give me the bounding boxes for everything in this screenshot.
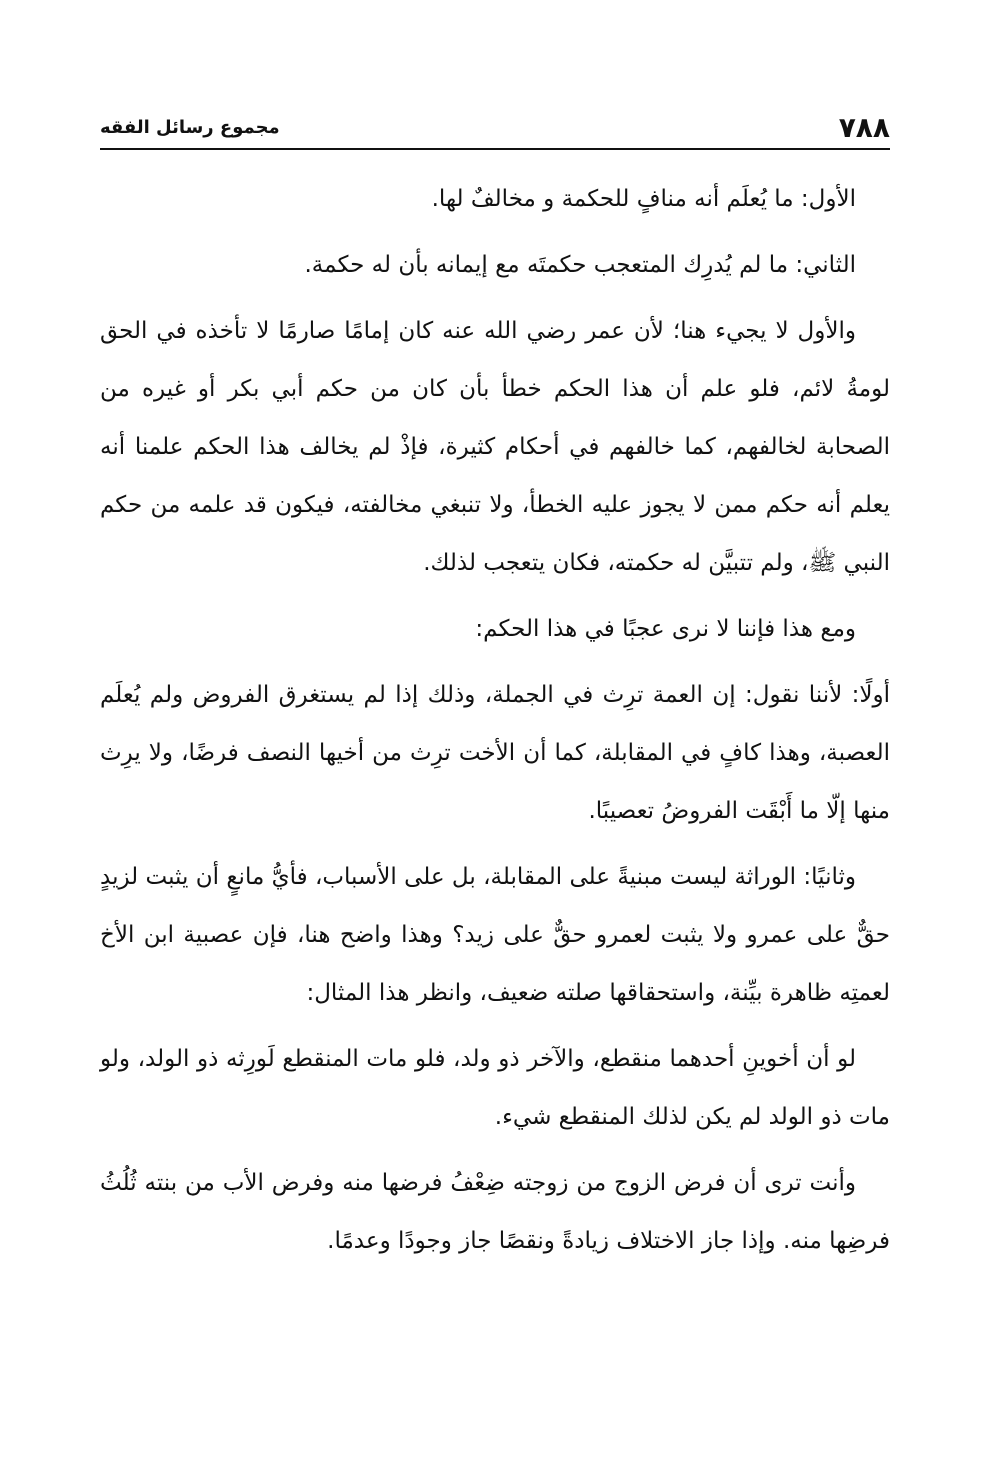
page-number: ٧٨٨ bbox=[838, 111, 890, 144]
header-divider bbox=[100, 148, 890, 150]
paragraph-secondly: وثانيًا: الوراثة ليست مبنيةً على المقابلة، بل على الأسباب، فأيُّ مانعٍ أن يثبت لزيدٍ حقٌّ على عمرو ولا يثبت لعمرو حقٌّ على زيد؟ وهذا واضح هنا، فإن عصبية ابن الأخ لعمتِه ظاهرة بيِّنة، واستحقاقها صلته ضعيف، وانظر هذا المثال: bbox=[100, 864, 890, 1006]
paragraph-spouse-shares: وأنت ترى أن فرض الزوج من زوجته ضِعْفُ فرضها منه وفرض الأب من بنته ثُلُثُ فرضِها منه. وإذا جاز الاختلاف زيادةً ونقصًا جاز وجودًا وعدمًا. bbox=[100, 1170, 890, 1254]
page-body bbox=[100, 170, 890, 1278]
running-title: مجموع رسائل الفقه bbox=[100, 117, 280, 138]
paragraph-second-type: الثاني: ما لم يُدرِك المتعجب حكمتَه مع إيمانه بأن له حكمة. bbox=[304, 252, 856, 278]
paragraph-firstly: أولًا: لأننا نقول: إن العمة ترِث في الجملة، وذلك إذا لم يستغرق الفروض ولم يُعلَم العصبة، وهذا كافٍ في المقابلة، كما أن الأخت ترِث من أخيها النصف فرضًا، ولا يرِث منها إلّا ما أَبْقَت الفروضُ تعصيبًا. bbox=[100, 682, 890, 824]
page-header bbox=[100, 110, 890, 150]
paragraph-first-type: الأول: ما يُعلَم أنه منافٍ للحكمة و مخالفٌ لها. bbox=[431, 186, 856, 212]
paragraph-no-wonder: ومع هذا فإننا لا نرى عجبًا في هذا الحكم: bbox=[475, 616, 856, 642]
paragraph-umar-ruling: والأول لا يجيء هنا؛ لأن عمر رضي الله عنه كان إمامًا صارمًا لا تأخذه في الحق لومةُ لائم، فلو علم أن هذا الحكم خطأ بأن كان من حكم أبي بكر أو غيره من الصحابة لخالفهم، كما خالفهم في أحكام كثيرة، فإذْ لم يخالف هذا الحكم علمنا أنه يعلم أنه حكم ممن لا يجوز عليه الخطأ، ولا تنبغي مخالفته، فيكون قد علمه من حكم النبي ﷺ، ولم تتبيَّن له حكمته، فكان يتعجب لذلك. bbox=[100, 318, 890, 576]
paragraph-two-brothers-example: لو أن أخوينِ أحدهما منقطع، والآخر ذو ولد، فلو مات المنقطع لَورِثه ذو الولد، ولو مات ذو الولد لم يكن لذلك المنقطع شيء. bbox=[100, 1046, 890, 1130]
